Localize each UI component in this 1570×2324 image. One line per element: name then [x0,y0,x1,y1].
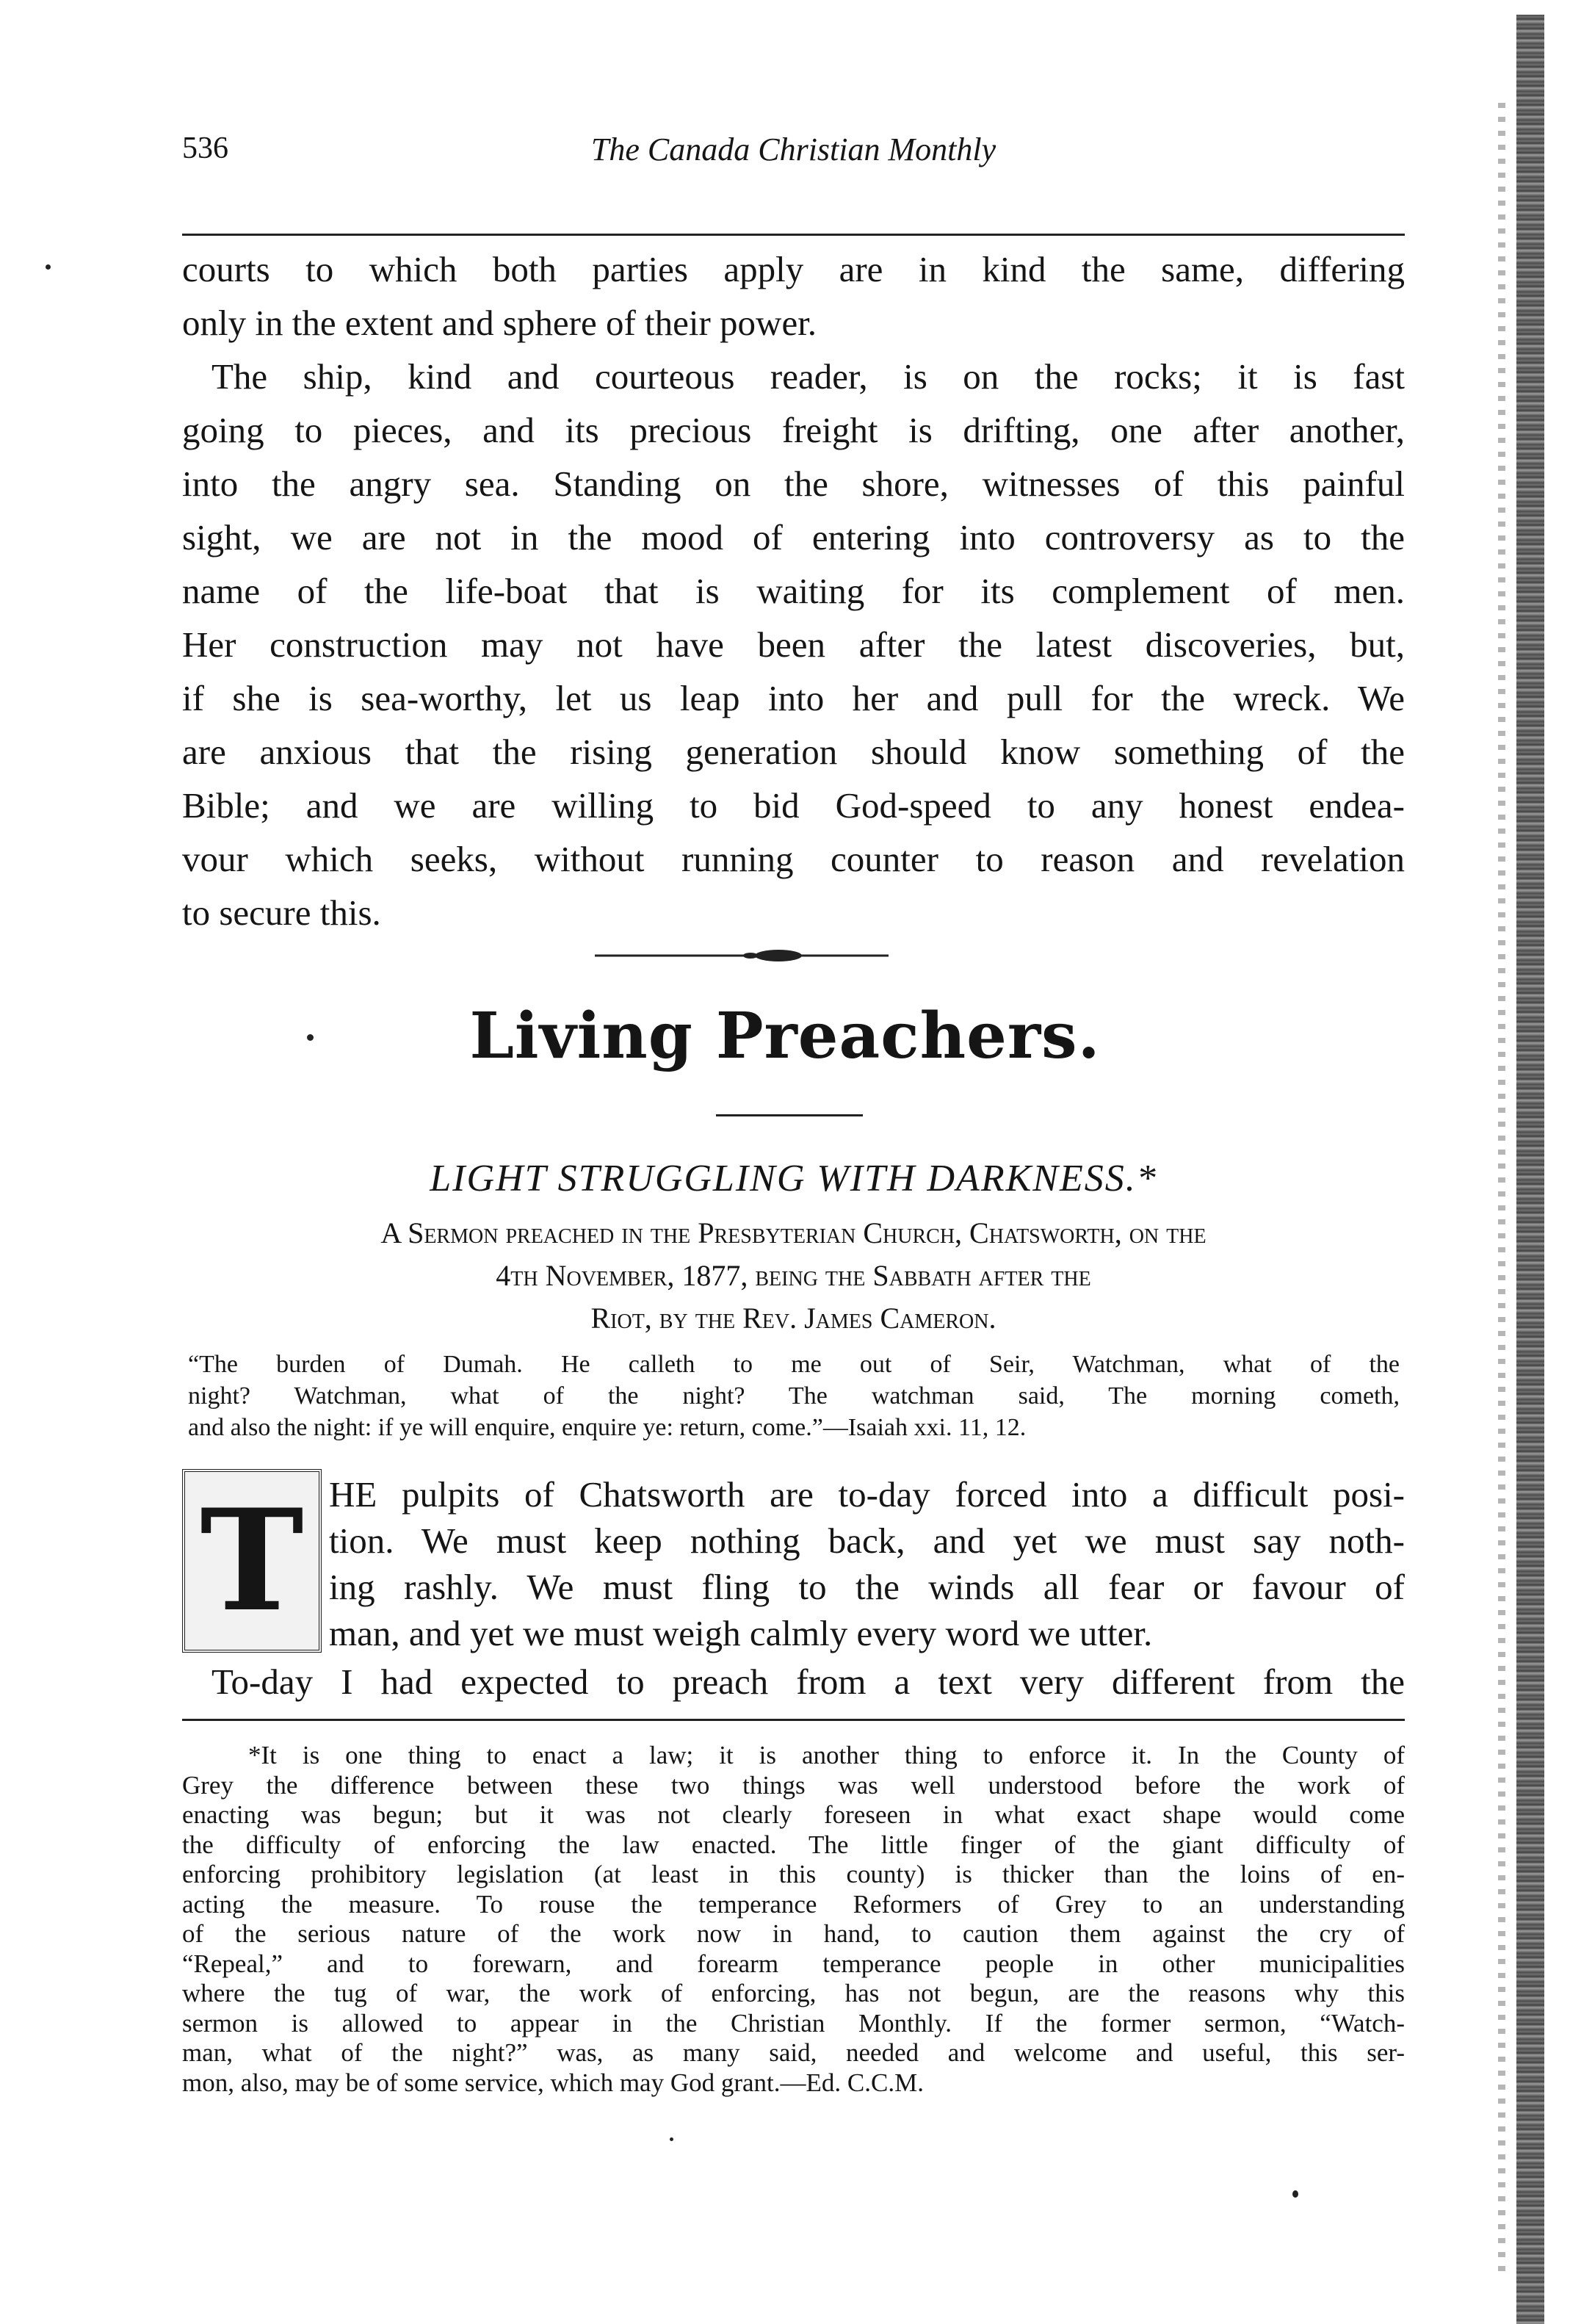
footnote-line: acting the measure. To rouse the temperance Reformers of Grey to an understanding [182,1889,1405,1919]
footnote-rule [182,1719,1405,1721]
footnote-line: man, what of the night?” was, as many said, needed and welcome and useful, this ser- [182,2038,1405,2067]
text-line: The ship, kind and courteous reader, is on the rocks; it is fast [211,356,1405,397]
footnote-line: “Repeal,” and to forewarn, and forearm temperance people in other municipalities [182,1949,1405,1978]
footnote-line: enforcing prohibitory legislation (at least in this county) is thicker than the loins of en- [182,1860,1405,1888]
book-spine-edge [1516,15,1544,2324]
footnote-line: where the tug of war, the work of enforcing, has not begun, are the reasons why this [182,1979,1405,2007]
text-line: man, and yet we must weigh calmly every word we utter. [329,1613,1153,1653]
sermon-body [182,1659,1405,1705]
drop-cap-letter: T [200,1479,304,1642]
ink-speck [670,2137,673,2141]
text-line: only in the extent and sphere of their power. [182,303,817,343]
text-line: HE pulpits of Chatsworth are to-day forced into a difficult posi- [329,1474,1405,1515]
text-line: if she is sea-worthy, let us leap into her and pull for the wreck. We [182,678,1405,718]
page-number: 536 [182,131,228,165]
section-heading: Living Preachers. [469,999,1101,1073]
subtitle-line: 4th November, 1877, being the Sabbath after the [496,1259,1091,1292]
epigraph-line: night? Watchman, what of the night? The watchman said, The morning cometh, [188,1382,1400,1410]
opening-paragraph [182,242,1405,350]
footnote-line: of the serious nature of the work now in hand, to caution them against the cry of [182,1919,1405,1948]
ink-speck [1292,2190,1298,2198]
sermon-title: LIGHT STRUGGLING WITH DARKNESS.* [430,1158,1157,1199]
ink-speck [46,264,51,270]
heading-rule [716,1114,863,1116]
text-line: tion. We must keep nothing back, and yet we must say noth- [329,1520,1405,1561]
section-divider-ornament [595,949,889,962]
header-rule [182,234,1405,236]
text-line: into the angry sea. Standing on the shore, witnesses of this painful [182,463,1405,504]
text-line: going to pieces, and its precious freight is drifting, one after another, [182,410,1405,450]
footnote-line: the difficulty of enforcing the law enacted. The little finger of the giant difficulty of [182,1830,1405,1859]
text-line: Bible; and we are willing to bid God-speed to any honest endea- [182,785,1405,826]
ornamental-drop-cap [182,1469,322,1653]
text-line: ing rashly. We must fling to the winds all fear or favour of [329,1567,1405,1607]
text-line: sight, we are not in the mood of entering into controversy as to the [182,517,1405,557]
footnote-line: enacting was begun; but it was not clearly foreseen in what exact shape would come [182,1800,1405,1829]
text-line: To-day I had expected to preach from a text very different from the [211,1661,1405,1702]
subtitle-line: Riot, by the Rev. James Cameron. [590,1302,996,1335]
subtitle-line: A Sermon preached in the Presbyterian Church, Chatsworth, on the [380,1216,1207,1249]
footnote-line: mon, also, may be of some service, which may God grant.—Ed. C.C.M. [182,2068,924,2097]
text-line: name of the life-boat that is waiting for its complement of men. [182,571,1405,611]
page-header [182,131,1405,182]
footnote-line: Grey the difference between these two things was well understood before the work of [182,1770,1405,1800]
sermon-subtitle [182,1212,1405,1340]
text-line: vour which seeks, without running counter to reason and revelation [182,839,1405,879]
text-line: Her construction may not have been after the latest discoveries, but, [182,624,1405,665]
text-line: to secure this. [182,892,381,933]
running-head: The Canada Christian Monthly [590,131,996,167]
page-gutter-shadow [1498,103,1505,2277]
footnote-line: *It is one thing to enact a law; it is another thing to enforce it. In the County of [248,1741,1405,1769]
text-line: courts to which both parties apply are in kind the same, differing [182,249,1405,289]
footnote-line: sermon is allowed to appear in the Christian Monthly. If the former sermon, “Watch- [182,2008,1405,2038]
scripture-epigraph [188,1349,1400,1443]
opening-paragraph [182,350,1405,939]
epigraph-line: “The burden of Dumah. He calleth to me out of Seir, Watchman, what of the [188,1351,1400,1378]
epigraph-line: and also the night: if ye will enquire, enquire ye: return, come.”—Isaiah xxi. 11, 12. [188,1414,1027,1441]
footnote [182,1741,1405,2098]
text-line: are anxious that the rising generation should know something of the [182,732,1405,772]
sermon-opening [329,1471,1405,1656]
